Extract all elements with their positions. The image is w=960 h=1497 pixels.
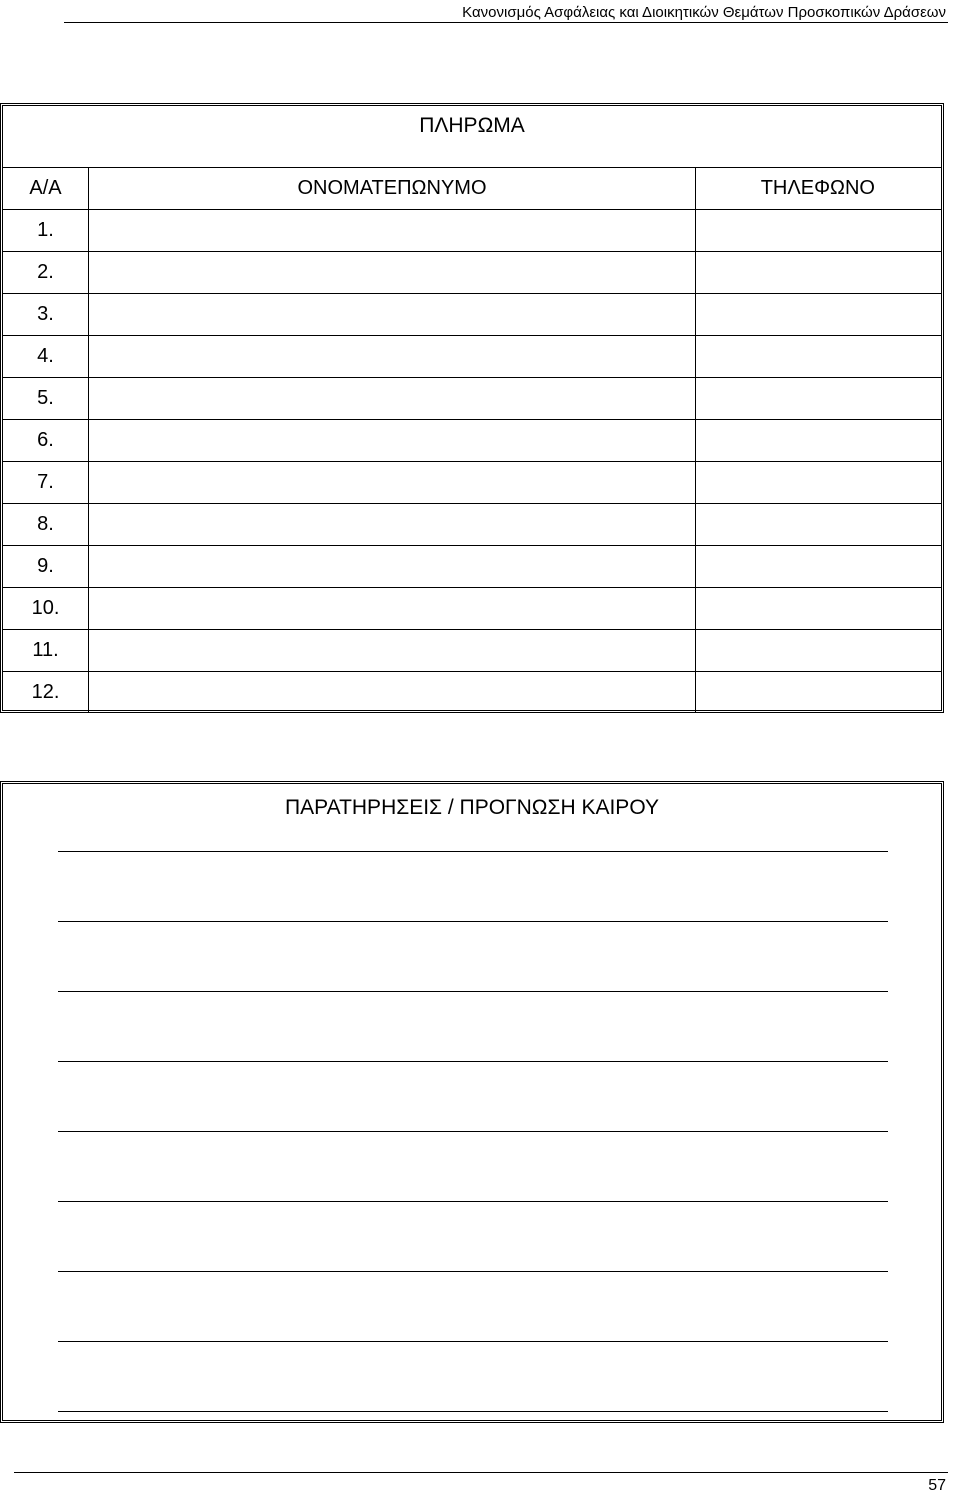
crew-row bbox=[3, 294, 941, 336]
observation-line[interactable] bbox=[58, 1061, 888, 1062]
observation-line[interactable] bbox=[58, 851, 888, 852]
crew-row-name-cell[interactable] bbox=[89, 378, 696, 420]
crew-row-number: 1. bbox=[3, 210, 89, 252]
crew-row-phone-cell[interactable] bbox=[696, 630, 942, 672]
crew-row bbox=[3, 462, 941, 504]
crew-row-phone-cell[interactable] bbox=[696, 672, 942, 714]
observation-line[interactable] bbox=[58, 921, 888, 922]
crew-row bbox=[3, 210, 941, 252]
crew-row-phone-cell[interactable] bbox=[696, 378, 942, 420]
crew-row bbox=[3, 252, 941, 294]
running-header: Κανονισμός Ασφάλειας και Διοικητικών Θεμάτων Προσκοπικών Δράσεων bbox=[462, 4, 946, 21]
crew-row-name-cell[interactable] bbox=[89, 294, 696, 336]
crew-row-number: 11. bbox=[3, 630, 89, 672]
crew-row-phone-cell[interactable] bbox=[696, 252, 942, 294]
header-rule bbox=[64, 22, 948, 23]
crew-row bbox=[3, 336, 941, 378]
observation-line[interactable] bbox=[58, 991, 888, 992]
crew-row-phone-cell[interactable] bbox=[696, 504, 942, 546]
crew-row-number: 8. bbox=[3, 504, 89, 546]
crew-row-phone-cell[interactable] bbox=[696, 336, 942, 378]
crew-row-number: 2. bbox=[3, 252, 89, 294]
observation-line[interactable] bbox=[58, 1131, 888, 1132]
crew-row-number: 7. bbox=[3, 462, 89, 504]
crew-row-name-cell[interactable] bbox=[89, 336, 696, 378]
crew-row-name-cell[interactable] bbox=[89, 672, 696, 714]
observation-line[interactable] bbox=[58, 1411, 888, 1412]
observation-line[interactable] bbox=[58, 1201, 888, 1202]
footer-rule bbox=[14, 1472, 948, 1473]
crew-row bbox=[3, 672, 941, 714]
column-header-number: Α/Α bbox=[3, 168, 89, 210]
crew-row-number: 12. bbox=[3, 672, 89, 714]
observation-line[interactable] bbox=[58, 1271, 888, 1272]
page-number: 57 bbox=[928, 1477, 946, 1494]
crew-row bbox=[3, 588, 941, 630]
crew-row-number: 6. bbox=[3, 420, 89, 462]
crew-row bbox=[3, 546, 941, 588]
column-header-name: ΟΝΟΜΑΤΕΠΩΝΥΜΟ bbox=[89, 168, 696, 210]
crew-row-number: 3. bbox=[3, 294, 89, 336]
crew-row-phone-cell[interactable] bbox=[696, 462, 942, 504]
observations-title: ΠΑΡΑΤΗΡΗΣΕΙΣ / ΠΡΟΓΝΩΣΗ ΚΑΙΡΟΥ bbox=[285, 796, 659, 819]
crew-row-name-cell[interactable] bbox=[89, 588, 696, 630]
crew-table bbox=[3, 168, 941, 713]
crew-row-phone-cell[interactable] bbox=[696, 210, 942, 252]
crew-row-phone-cell[interactable] bbox=[696, 420, 942, 462]
crew-row-phone-cell[interactable] bbox=[696, 294, 942, 336]
observations-section bbox=[0, 781, 944, 1423]
crew-row-name-cell[interactable] bbox=[89, 462, 696, 504]
crew-title: ΠΛΗΡΩΜΑ bbox=[3, 106, 941, 168]
crew-section bbox=[0, 103, 944, 713]
crew-row-number: 9. bbox=[3, 546, 89, 588]
crew-row-name-cell[interactable] bbox=[89, 210, 696, 252]
crew-header-row bbox=[3, 168, 941, 210]
crew-row bbox=[3, 378, 941, 420]
observation-line[interactable] bbox=[58, 1341, 888, 1342]
crew-row-number: 4. bbox=[3, 336, 89, 378]
crew-row-name-cell[interactable] bbox=[89, 630, 696, 672]
crew-rows bbox=[3, 210, 941, 714]
crew-row-name-cell[interactable] bbox=[89, 420, 696, 462]
crew-row-number: 10. bbox=[3, 588, 89, 630]
crew-row-name-cell[interactable] bbox=[89, 504, 696, 546]
column-header-phone: ΤΗΛΕΦΩΝΟ bbox=[760, 177, 875, 199]
crew-row-phone-cell[interactable] bbox=[696, 588, 942, 630]
crew-row-name-cell[interactable] bbox=[89, 252, 696, 294]
crew-row bbox=[3, 504, 941, 546]
crew-row-number: 5. bbox=[3, 378, 89, 420]
crew-row-phone-cell[interactable] bbox=[696, 546, 942, 588]
crew-row bbox=[3, 630, 941, 672]
crew-row bbox=[3, 420, 941, 462]
crew-row-name-cell[interactable] bbox=[89, 546, 696, 588]
